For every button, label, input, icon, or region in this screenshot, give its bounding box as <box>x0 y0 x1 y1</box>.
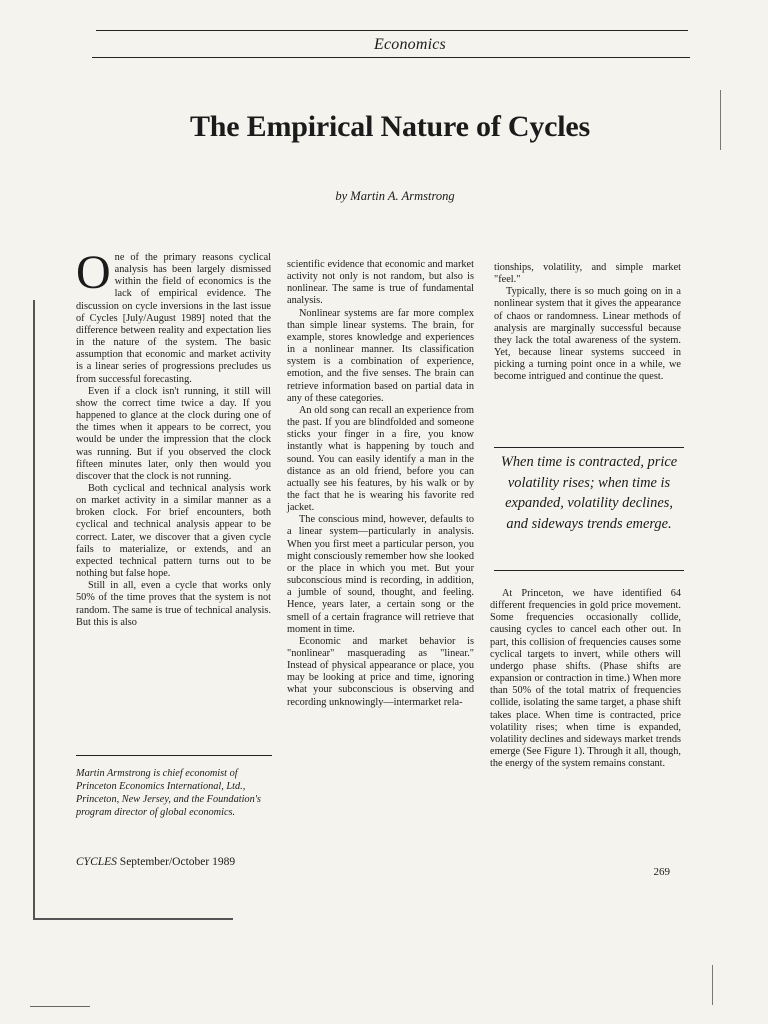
scan-edge-right <box>720 90 721 150</box>
scan-mark-left-bottom <box>30 1006 90 1007</box>
paragraph-3: Both cyclical and technical analysis work on market activity in a similar manner as a broken clock. For brief encounters, both cyclical and technical analysis appear to be correct. Later, we discover that a given cycle fails to materialize, or extends, and an expected technical pattern turns out to be nothing but false hope. <box>76 482 271 580</box>
issue-date: September/October 1989 <box>119 856 236 868</box>
column-2 <box>287 259 474 709</box>
paragraph-4: Still in all, even a cycle that works only 50% of the time proves that the system is not random. The same is true of technical analysis. But this is also <box>76 580 271 628</box>
paragraph-6: Nonlinear systems are far more complex than simple linear systems. The brain, for example, stores knowledge and experiences in a nonlinear manner. Its classification system is a combination of experience, emotion, and the five senses. The brain can retrieve information based on partial data in any of these categories. <box>287 307 474 404</box>
byline: by Martin A. Armstrong <box>335 189 455 203</box>
column-3-bottom <box>490 588 681 770</box>
magazine-name: CYCLES <box>76 856 117 868</box>
paragraph-5: scientific evidence that economic and market activity not only is not random, but also is nonlinear. The same is true of fundamental analysis. <box>287 259 474 307</box>
paragraph-1-text: ne of the primary reasons cyclical analysis has been largely dismissed within the field of economics is the lack of empirical evidence. The discussion on cycle inversions in the last issue of Cycles [July/August 1989] noted that the difference between reality and expectation lies in the nature of the system. The basic assumption that economic and market activity is a linear series of progressions precludes us from successful forecasting. <box>76 252 271 385</box>
pull-quote: When time is contracted, price volatility rises; when time is expanded, volatility declines, and sideways trends emerge. <box>500 454 678 532</box>
paragraph-2: Even if a clock isn't running, it still will show the correct time twice a day. If you happened to glance at the clock during one of the times when it appears to be correct, you would be under the impression that the clock was running. But if you observed the clock fifteen minutes later, only then would you discover that the clock is not running. <box>76 385 271 482</box>
paragraph-8: The conscious mind, however, defaults to a linear system—particularly in analysis. When you first meet a particular person, you might consciously remember how she looked or the place in which you met. But your subconscious mind is recording, in addition, a jumble of sound, thought, and feeling. Hence, years later, a certain song or the smell of a certain fragrance will retrieve that moment in time. <box>287 514 474 635</box>
section-label: Economics <box>373 36 446 53</box>
paragraph-11: Typically, there is so much going on in a nonlinear system that it gives the appearance of chaos or randomness. Linear methods of analysis are marginally successful because they lack the total awareness of the system. Yet, because linear systems succeed in picking a turning point once in a while, we become intrigued and continue the quest. <box>494 286 681 383</box>
author-bio: Martin Armstrong is chief economist of Princeton Economics International, Ltd., Princeton, New Jersey, and the Foundation's program director of global economics. <box>76 768 261 818</box>
footer-issue-line <box>76 856 336 868</box>
paragraph-12: At Princeton, we have identified 64 different frequencies in gold price movement. Some frequencies occasionally collide, causing cycles to cancel each other out. In part, this collision of frequencies causes some cyclical targets to invert, while others will undergo phase shifts. (Phase shifts are expansion or contraction in time.) When more than 50% of the total matrix of frequencies collide, isolating the same target, a phase shift takes place. When time is contracted, price volatility rises; when time is expanded, volatility declines and sideways market trends emerge (See Figure 1). Through it all, though, the energy of the system remains constant. <box>490 588 681 770</box>
pullquote-top-rule <box>494 447 684 448</box>
header-bottom-rule <box>92 57 690 58</box>
bio-rule <box>76 755 272 756</box>
paragraph-10: tionships, volatility, and simple market "feel." <box>494 262 681 286</box>
column-3-top <box>494 262 681 384</box>
scan-edge-left <box>33 300 35 920</box>
page-number: 269 <box>653 866 670 878</box>
paragraph-7: An old song can recall an experience from the past. If you are blindfolded and someone sticks your finger in a fire, you know instantly what is happening by touch and sound. You can easily identify a man in the distance as an old friend, before you can actually see his features, by his walk or by the fact that he is wearing his favorite red jacket. <box>287 404 474 514</box>
article-title: The Empirical Nature of Cycles <box>189 110 591 143</box>
paragraph-9: Economic and market behavior is "nonlinear" masquerading as "linear." Instead of physical appearance or place, you may be looking at price and time, ignoring what your subconscious is observing and recording unknowingly—intermarket rela- <box>287 635 474 708</box>
pullquote-bottom-rule <box>494 570 684 571</box>
drop-cap: O <box>76 246 111 299</box>
column-1 <box>76 246 271 629</box>
paragraph-1 <box>76 246 271 386</box>
scan-edge-bottom <box>33 918 233 920</box>
scan-mark-right-bottom <box>712 965 713 1005</box>
header-top-rule <box>96 30 688 31</box>
